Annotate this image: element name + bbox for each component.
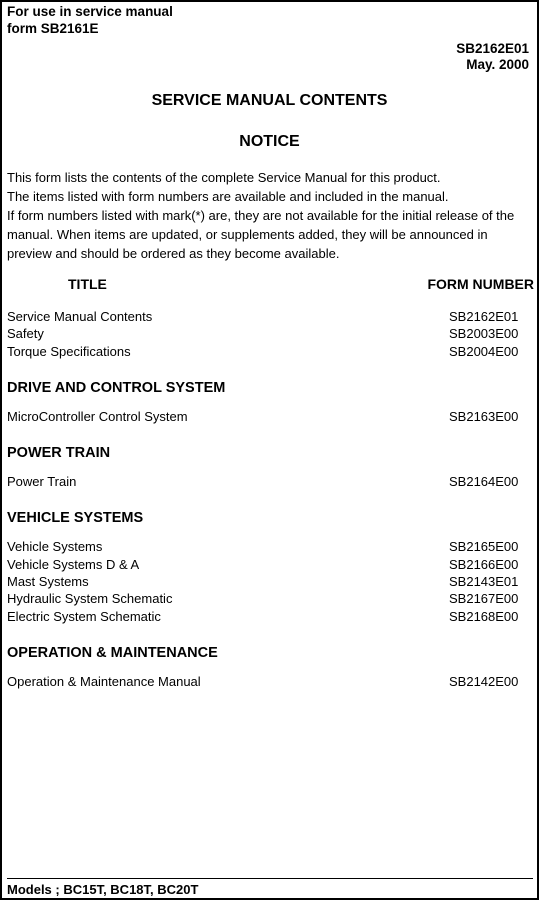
note-line-2: form SB2161E xyxy=(7,21,99,36)
item-title: Power Train xyxy=(7,474,77,490)
item-form-number: SB2165E00 xyxy=(449,539,519,555)
notice-text xyxy=(7,168,532,263)
notice-line: The items listed with form numbers are available and included in the manual. xyxy=(7,189,449,204)
item-title: Electric System Schematic xyxy=(7,608,161,624)
list-item xyxy=(7,308,532,325)
item-title: Safety xyxy=(7,326,44,342)
list-item xyxy=(7,408,532,425)
item-form-number: SB2164E00 xyxy=(449,474,519,490)
notice-line: If form numbers listed with mark(*) are, they are not available for the initial release of the manual. When items are updated, or supplements added, they will be announced in preview and should be ordered as they become available. xyxy=(7,208,515,261)
item-title: MicroController Control System xyxy=(7,408,188,424)
form-reference xyxy=(456,41,529,73)
list-item xyxy=(7,608,532,625)
item-form-number: SB2143E01 xyxy=(449,574,519,590)
list-item xyxy=(7,343,532,360)
section-heading: VEHICLE SYSTEMS xyxy=(7,510,144,527)
models-footer: Models ; BC15T, BC18T, BC20T xyxy=(7,882,199,897)
contents-list xyxy=(7,308,532,690)
item-form-number: SB2167E00 xyxy=(449,591,519,607)
general-group xyxy=(7,308,532,360)
list-item xyxy=(7,673,532,690)
section-power-train xyxy=(7,443,532,490)
note-line-1: For use in service manual xyxy=(7,4,173,19)
item-title: Operation & Maintenance Manual xyxy=(7,673,201,689)
notice-line: This form lists the contents of the complete Service Manual for this product. xyxy=(7,170,441,185)
section-vehicle-systems xyxy=(7,508,532,624)
item-form-number: SB2168E00 xyxy=(449,608,519,624)
item-title: Hydraulic System Schematic xyxy=(7,591,173,607)
list-item xyxy=(7,473,532,490)
list-item xyxy=(7,556,532,573)
item-title: Torque Specifications xyxy=(7,343,131,359)
item-form-number: SB2003E00 xyxy=(449,326,519,342)
section-heading: POWER TRAIN xyxy=(7,445,111,462)
section-heading: OPERATION & MAINTENANCE xyxy=(7,644,218,661)
form-number: SB2162E01 xyxy=(456,41,529,56)
service-manual-note xyxy=(7,3,173,37)
footer-divider xyxy=(7,878,533,879)
list-item xyxy=(7,325,532,342)
item-form-number: SB2163E00 xyxy=(449,408,519,424)
item-form-number: SB2004E00 xyxy=(449,343,519,359)
section-heading: DRIVE AND CONTROL SYSTEM xyxy=(7,379,226,396)
item-title: Vehicle Systems D & A xyxy=(7,556,140,572)
item-form-number: SB2162E01 xyxy=(449,309,519,324)
column-header-title: TITLE xyxy=(68,276,107,292)
item-title: Service Manual Contents xyxy=(7,309,153,324)
list-item xyxy=(7,573,532,590)
list-item xyxy=(7,538,532,555)
item-form-number: SB2166E00 xyxy=(449,556,519,572)
section-drive-control xyxy=(7,378,532,425)
item-form-number: SB2142E00 xyxy=(449,673,519,689)
issue-date: May. 2000 xyxy=(466,57,529,72)
page-title: SERVICE MANUAL CONTENTS xyxy=(151,92,388,109)
notice-heading: NOTICE xyxy=(239,133,300,150)
section-operation-maintenance xyxy=(7,643,532,690)
list-item xyxy=(7,590,532,607)
column-header-form-number: FORM NUMBER xyxy=(427,276,534,292)
item-title: Mast Systems xyxy=(7,574,89,590)
item-title: Vehicle Systems xyxy=(7,539,103,555)
